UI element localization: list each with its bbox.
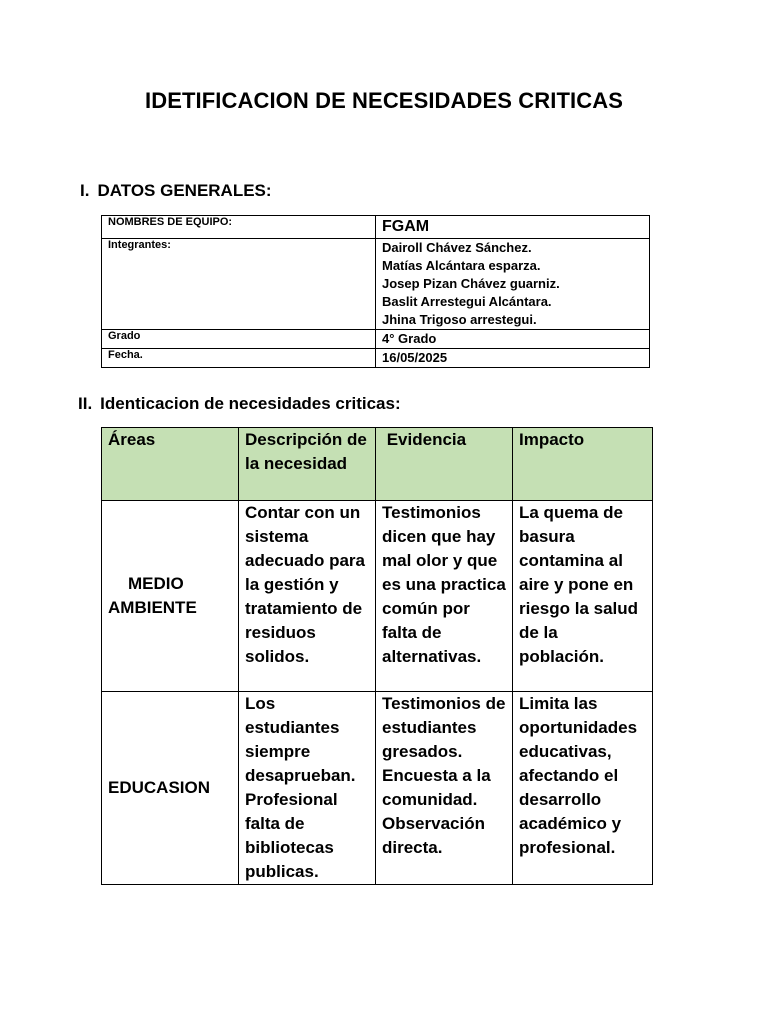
member-name: Josep Pizan Chávez guarniz. bbox=[382, 276, 560, 291]
table-row bbox=[102, 239, 650, 330]
member-name: Dairoll Chávez Sánchez. bbox=[382, 240, 532, 255]
team-label: NOMBRES DE EQUIPO: bbox=[102, 216, 376, 239]
critical-needs-table bbox=[101, 427, 653, 885]
document-title: IDETIFICACION DE NECESIDADES CRITICAS bbox=[145, 88, 623, 113]
area-cell: EDUCASION bbox=[102, 692, 239, 885]
impact-cell: Limita las oportunidades educativas, afectando el desarrollo académico y profesional. bbox=[513, 692, 653, 885]
team-value: FGAM bbox=[376, 216, 650, 239]
column-header-areas: Áreas bbox=[102, 428, 239, 501]
section-title: Identicacion de necesidades criticas: bbox=[100, 394, 401, 413]
members-label: Integrantes: bbox=[102, 239, 376, 330]
description-cell: Contar con un sistema adecuado para la gestión y tratamiento de residuos solidos. bbox=[239, 501, 376, 692]
area-name-line: AMBIENTE bbox=[108, 598, 197, 617]
table-row bbox=[102, 216, 650, 239]
grade-value: 4° Grado bbox=[376, 330, 650, 349]
section-title: DATOS GENERALES: bbox=[97, 181, 272, 200]
column-header-evidence: Evidencia bbox=[376, 428, 513, 501]
column-header-description: Descripción de la necesidad bbox=[239, 428, 376, 501]
members-list bbox=[376, 239, 650, 330]
grade-label: Grado bbox=[102, 330, 376, 349]
impact-cell: La quema de basura contamina al aire y pone en riesgo la salud de la población. bbox=[513, 501, 653, 692]
member-name: Matías Alcántara esparza. bbox=[382, 258, 541, 273]
section-number: II. bbox=[78, 394, 93, 413]
evidence-cell: Testimonios de estudiantes gresados. Encuesta a la comunidad. Observación directa. bbox=[376, 692, 513, 885]
table-header-row bbox=[102, 428, 653, 501]
general-data-table bbox=[101, 215, 650, 368]
section-heading-datos-generales bbox=[80, 181, 272, 201]
section-number: I. bbox=[80, 181, 90, 200]
table-row bbox=[102, 692, 653, 885]
member-name: Baslit Arrestegui Alcántara. bbox=[382, 294, 552, 309]
evidence-cell: Testimonios dicen que hay mal olor y que es una practica común por falta de alternativas. bbox=[376, 501, 513, 692]
date-value: 16/05/2025 bbox=[376, 349, 650, 368]
column-header-impact: Impacto bbox=[513, 428, 653, 501]
date-label: Fecha. bbox=[102, 349, 376, 368]
section-heading-necesidades bbox=[78, 394, 401, 414]
area-name-line: MEDIO bbox=[128, 574, 184, 593]
area-cell bbox=[102, 501, 239, 692]
description-cell: Los estudiantes siempre desaprueban. Profesional falta de bibliotecas publicas. bbox=[239, 692, 376, 885]
member-name: Jhina Trigoso arrestegui. bbox=[382, 312, 537, 327]
table-row bbox=[102, 501, 653, 692]
table-row bbox=[102, 330, 650, 349]
table-row bbox=[102, 349, 650, 368]
